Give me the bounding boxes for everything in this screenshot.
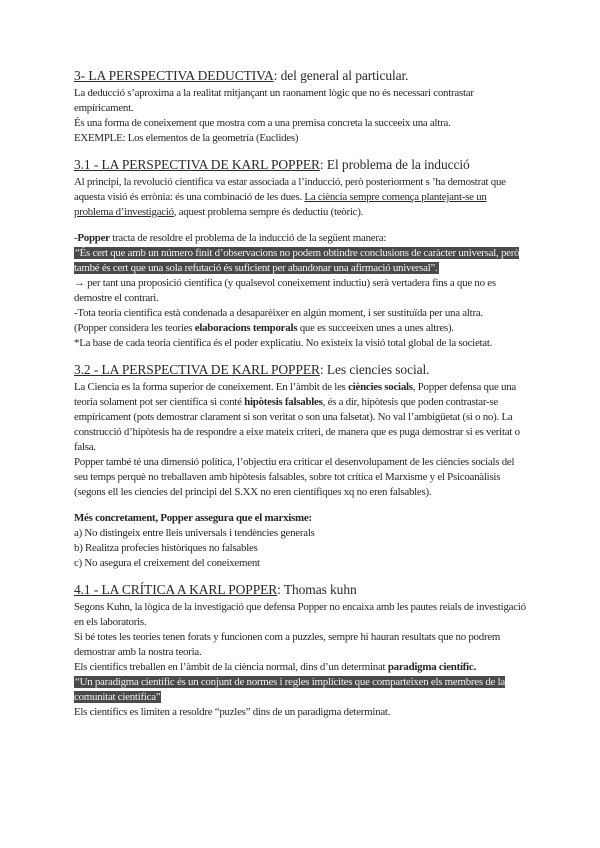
paragraph: Popper també té una dimensió política, l’objectiu era criticar el desenvolupament de les ciències socials del seu temps perquè no treballaven amb hipòtesis falsables, sobre tot crítica el Marxisme y el Psicoanàlisis (segons ell les ciencies del principi del S.XX no eren científiques xq no eren falsables). <box>74 456 515 498</box>
bold-text: hipòtesis falsables <box>244 396 323 408</box>
text: , aquest problema sempre és deductiu (teòric). <box>173 206 364 218</box>
section-deductive-perspective <box>74 68 526 146</box>
text: La Ciencia es la forma superior de coneixement. En l’àmbit de les <box>74 381 349 393</box>
text: , és a dir, hipòtesis que poden contrastar-se empíricament (pots demostrar clarament si son veritat o son una falsetat). No val l’ambigüetat (si o no). La construcció d’hipòtesis ha de respondre a eixe mateix criteri, de manera que es puga demostrar si es veritat o falsa. <box>74 396 520 453</box>
section-heading <box>74 68 526 84</box>
paragraph <box>74 175 526 220</box>
list-item: a) No distingeix entre lleis universals i tendències generals <box>74 527 315 539</box>
text: Al principi, la revolució científica va estar associada a l’inducció, però posteriorment s ’ha demostrat que aquesta visió és errònia: és una combinació de les dues. <box>74 176 506 203</box>
highlighted-quote <box>74 675 526 705</box>
paragraph: La deducció s’aproxima a la realitat mitjançant un raonament lògic que no és necessari contrastar empíricament. <box>74 87 474 114</box>
text: - <box>74 232 78 244</box>
quote-text: “Un paradigma científic és un conjunt de normes i regles implícites que comparteixen els membres de la comunitat científica” <box>74 676 505 703</box>
bold-text: elaboracions temporals <box>194 322 298 334</box>
text: tracta de resoldre el problema de la inducció de la següent manera: <box>109 232 387 244</box>
bold-text: paradigma científic. <box>387 661 476 673</box>
bold-text: Popper <box>77 232 110 244</box>
paragraph: Els científics es limiten a resoldre “puzles” dins de un paradigma determinat. <box>74 706 391 718</box>
quote-text: “És cert que amb un número finit d’observacions no podem obtindre conclusions de caràcter universal, però també és cert que una sola refutació és suficient per abandonar una afirmació universal”. <box>74 247 520 274</box>
heading-main: 4.1 - LA CRÍTICA A KARL POPPER <box>74 582 278 597</box>
bold-text: ciències socials <box>348 381 413 393</box>
paragraph: Segons Kuhn, la lògica de la investigació que defensa Popper no encaixa amb les pautes reials de investigació en els laboratoris. <box>74 601 526 628</box>
paragraph <box>74 321 526 336</box>
heading-main: 3.2 - LA PERSPECTIVA DE KARL POPPER <box>74 362 320 377</box>
highlighted-quote <box>74 246 526 276</box>
heading-main: 3.1 - LA PERSPECTIVA DE KARL POPPER <box>74 157 320 172</box>
section-kuhn-critique <box>74 582 526 720</box>
heading-sub: : Les ciencies social. <box>319 362 430 377</box>
paragraph: → per tant una proposició científica (y qualsevol coneixement inductiu) serà vertadera fins a que no es demostre el contrari. <box>74 277 496 304</box>
heading-sub: : Thomas kuhn <box>277 582 357 597</box>
underlined-text: La ciència sempre comença plantejant-se un problema d’investigació <box>74 191 487 218</box>
section-popper-social-sciences <box>74 362 526 571</box>
paragraph <box>74 660 526 675</box>
paragraph <box>74 231 526 246</box>
paragraph: Si bé totes les teories tenen forats y funcionen com a puzzles, sempre hi hauran resultats que no podrem demostrar amb la nostra teoria. <box>74 631 501 658</box>
paragraph <box>74 380 526 455</box>
paragraph: *La base de cada teoria científica és el poder explicatiu. No existeix la visió total global de la societat. <box>74 337 493 349</box>
bold-heading: Més concretament, Popper assegura que el marxisme: <box>74 512 312 524</box>
heading-main: 3- LA PERSPECTIVA DEDUCTIVA <box>74 68 274 83</box>
paragraph: -Tota teoria científica està condenada a desaparèixer en algún moment, i ser sustituïda per una altra. <box>74 307 483 319</box>
paragraph: EXEMPLE: Los elementos de la geometría (Euclides) <box>74 132 299 144</box>
paragraph <box>74 511 526 526</box>
section-heading <box>74 157 526 173</box>
heading-sub: : El problema de la inducció <box>319 157 470 172</box>
section-heading <box>74 582 526 598</box>
paragraph: És una forma de coneixement que mostra com a una premisa concreta la succeeix una altra. <box>74 117 451 129</box>
text: Els científics treballen en l’àmbit de la ciència normal, dins d’un determinat <box>74 661 388 673</box>
text: , Popper defensa que una teoria solament pot ser científica si conté <box>74 381 516 408</box>
section-heading <box>74 362 526 378</box>
list-item: c) No asegura el creixement del coneixement <box>74 557 260 569</box>
heading-sub: : del general al particular. <box>273 68 409 83</box>
text: (Popper considera les teories <box>74 322 195 334</box>
text: que es succeeixen unes a unes altres). <box>297 322 454 334</box>
list-item: b) Realitza profecies històriques no falsables <box>74 542 258 554</box>
section-popper-induction <box>74 157 526 351</box>
